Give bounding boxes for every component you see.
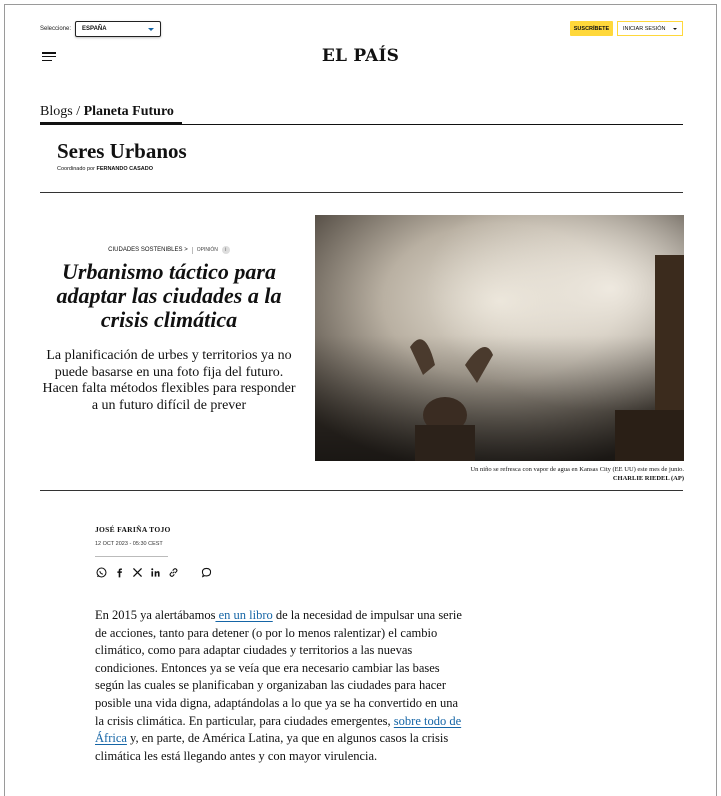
edition-label: Seleccione: bbox=[40, 26, 72, 32]
photo-credit: CHARLIE RIEDEL (AP) bbox=[612, 475, 684, 482]
login-label: INICIAR SESIÓN bbox=[623, 25, 666, 32]
mist-photo-illustration bbox=[315, 215, 684, 461]
edition-dropdown[interactable] bbox=[75, 21, 161, 37]
comment-icon[interactable] bbox=[200, 566, 213, 579]
book-link[interactable]: en un libro bbox=[215, 608, 273, 622]
edition-value: ESPAÑA bbox=[82, 26, 107, 32]
subscribe-button[interactable]: SUSCRÍBETE bbox=[570, 21, 613, 36]
chevron-down-icon bbox=[148, 28, 154, 31]
photo-caption bbox=[315, 465, 684, 483]
author-name[interactable]: JOSÉ FARIÑA TOJO bbox=[95, 525, 171, 534]
blog-coordinator bbox=[57, 166, 153, 172]
coordinator-prefix: Coordinado por bbox=[57, 166, 97, 172]
login-button[interactable] bbox=[617, 21, 683, 36]
article-photo bbox=[315, 215, 684, 461]
breadcrumb bbox=[40, 104, 174, 120]
edition-selector bbox=[40, 21, 161, 37]
header-divider bbox=[40, 192, 683, 193]
article-kicker bbox=[40, 246, 298, 254]
chevron-down-icon bbox=[673, 28, 677, 30]
kicker-section[interactable]: CIUDADES SOSTENIBLES > bbox=[108, 247, 188, 253]
africa-link[interactable]: sobre todo de África bbox=[95, 713, 462, 746]
hero-divider bbox=[40, 490, 683, 491]
coordinator-name[interactable]: FERNANDO CASADO bbox=[96, 166, 153, 172]
article-subtitle: La planificación de urbes y territorios ya no puede basarse en una foto fija del futuro. Hacen falta métodos flexibles para responder a un futuro difícil de prever bbox=[42, 348, 296, 413]
opinion-label: OPINIÓN bbox=[196, 247, 218, 253]
byline-divider bbox=[95, 556, 168, 557]
article-headline: Urbanismo táctico para adaptar las ciudades a la crisis climática bbox=[56, 259, 282, 332]
breadcrumb-blogs[interactable]: Blogs bbox=[40, 104, 73, 119]
linkedin-icon[interactable] bbox=[149, 566, 162, 579]
breadcrumb-planeta-futuro[interactable]: Planeta Futuro bbox=[83, 104, 174, 119]
whatsapp-icon[interactable] bbox=[95, 566, 108, 579]
link-icon[interactable] bbox=[167, 566, 180, 579]
site-logo[interactable]: EL PAÍS bbox=[321, 46, 400, 66]
share-bar bbox=[95, 566, 213, 579]
caption-text: Un niño se refresca con vapor de agua en Kansas City (EE UU) este mes de junio. bbox=[470, 466, 684, 473]
blog-title[interactable]: Seres Urbanos bbox=[57, 139, 187, 163]
facebook-icon[interactable] bbox=[113, 566, 126, 579]
x-icon[interactable] bbox=[131, 566, 144, 579]
info-icon[interactable]: i bbox=[222, 246, 230, 254]
publish-date: 12 OCT 2023 - 05:30 CEST bbox=[95, 541, 163, 547]
article-paragraph: En 2015 ya alertábamos en un libro de la necesidad de impulsar una serie de acciones, tanto para detener (o por lo menos ralentizar) el cambio climático, como para adaptar ciudades y territorios a las nuevas condiciones. Entonces ya se veía que era necesario cambiar las bases según las cuales se planificaban y organizaban las ciudades para hacer posible una vida digna, adaptándolas a lo que ya se ha convertido en una la crisis climática. En particular, para ciudades emergentes, sobre todo de África y, en parte, de América Latina, ya que en algunos casos la crisis climática les está llegando antes y con mayor virulencia. bbox=[95, 608, 462, 763]
section-divider bbox=[40, 124, 683, 125]
breadcrumb-separator: / bbox=[72, 104, 84, 119]
